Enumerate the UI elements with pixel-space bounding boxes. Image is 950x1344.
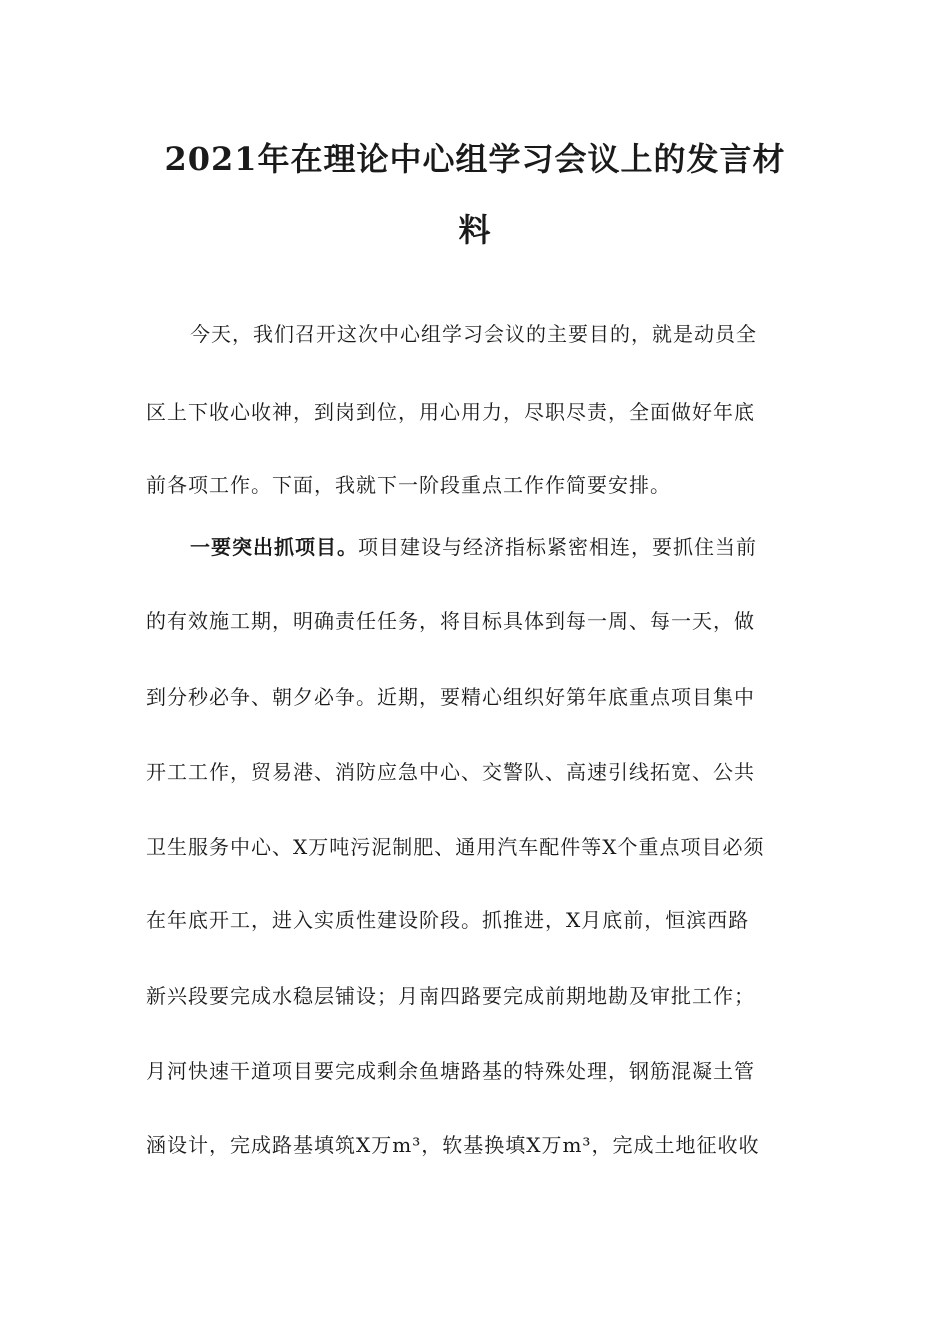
paragraph-1-line-1: 今天，我们召开这次中心组学习会议的主要目的，就是动员全 bbox=[190, 322, 757, 346]
document-title-line-1: 2021年在理论中心组学习会议上的发言材 bbox=[164, 140, 786, 178]
paragraph-2-line-9: 涵设计，完成路基填筑X万m³，软基换填X万m³，完成土地征收收 bbox=[146, 1133, 760, 1157]
paragraph-2-line-2: 的有效施工期，明确责任任务，将目标具体到每一周、每一天，做 bbox=[146, 609, 755, 633]
paragraph-2-line-7: 新兴段要完成水稳层铺设；月南四路要完成前期地勘及审批工作； bbox=[146, 984, 755, 1008]
paragraph-2-first-line-text: 项目建设与经济指标紧密相连，要抓住当前 bbox=[358, 535, 757, 559]
document-title-line-2: 料 bbox=[458, 211, 492, 249]
paragraph-2-line-8: 月河快速干道项目要完成剩余鱼塘路基的特殊处理，钢筋混凝土管 bbox=[146, 1059, 755, 1083]
paragraph-1-line-3: 前各项工作。下面，我就下一阶段重点工作作简要安排。 bbox=[146, 473, 671, 497]
paragraph-2-line-5: 卫生服务中心、X万吨污泥制肥、通用汽车配件等X个重点项目必须 bbox=[146, 835, 765, 859]
paragraph-2-line-6: 在年底开工，进入实质性建设阶段。抓推进，X月底前，恒滨西路 bbox=[146, 908, 750, 932]
paragraph-2-line-1 bbox=[190, 531, 757, 560]
paragraph-2-line-3: 到分秒必争、朝夕必争。近期，要精心组织好第年底重点项目集中 bbox=[146, 685, 755, 709]
paragraph-2-line-4: 开工工作，贸易港、消防应急中心、交警队、高速引线拓宽、公共 bbox=[146, 760, 755, 784]
paragraph-2-heading: 一要突出抓项目。 bbox=[190, 535, 358, 559]
paragraph-1-line-2: 区上下收心收神，到岗到位，用心用力，尽职尽责，全面做好年底 bbox=[146, 400, 755, 424]
